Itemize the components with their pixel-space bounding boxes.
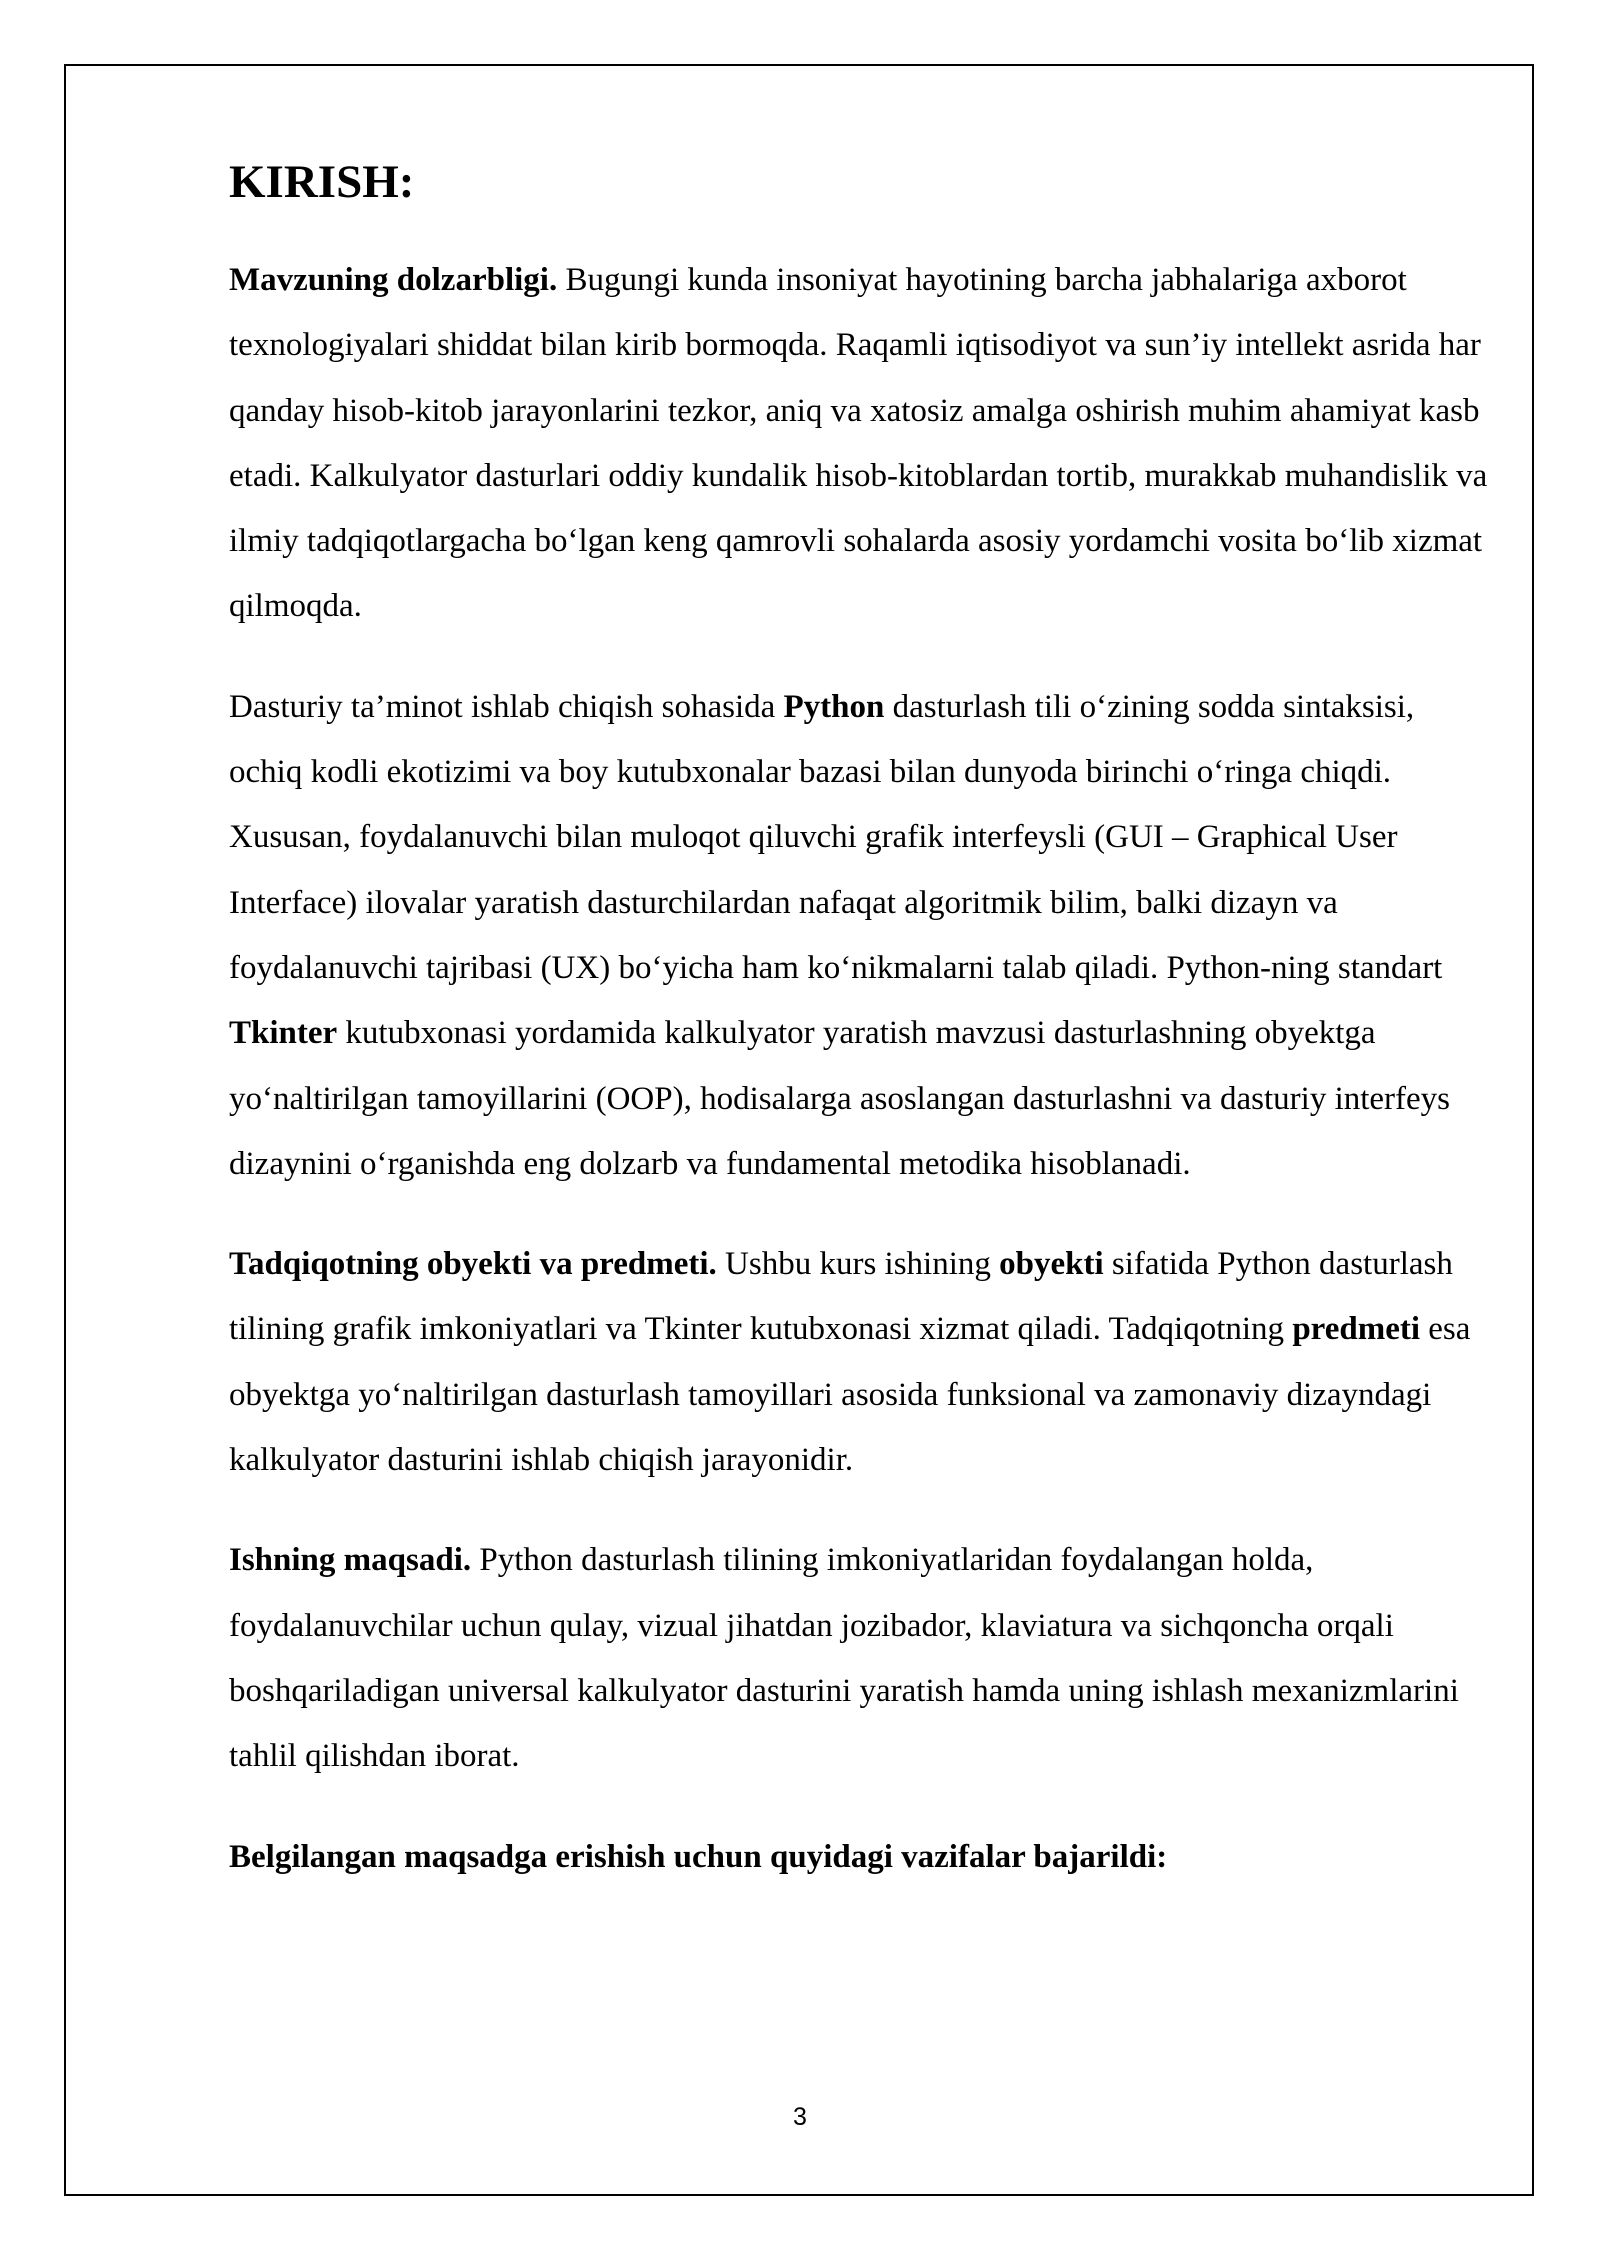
paragraph-goal [229, 1528, 1491, 1789]
paragraph-text: Bugungi kunda insoniyat hayotining barcha jabhalariga axborot texnologiyalari shiddat bilan kirib bormoqda. Raqamli iqtisodiyot va sun’iy intellekt asrida har qanday hisob-kitob jarayonlarini tezkor, aniq va xatosiz amalga oshirish muhim ahamiyat kasb etadi. Kalkulyator dasturlari oddiy kundalik hisob-kitoblardan tortib, murakkab muhandislik va ilmiy tadqiqotlargacha bo‘lgan keng qamrovli sohalarda asosiy yordamchi vosita bo‘lib xizmat qilmoqda. [229, 262, 1488, 625]
paragraph-text: Ushbu kurs ishining [716, 1246, 1000, 1283]
bold-term-subject: predmeti [1292, 1311, 1421, 1348]
paragraph-text: esa obyektga yo‘naltirilgan dasturlash tamoyillari asosida funksional va zamonaviy dizayndagi kalkulyator dasturini ishlab chiqish jarayonidir. [229, 1311, 1471, 1479]
paragraph-text: Dasturiy ta’minot ishlab chiqish sohasida [229, 688, 784, 725]
bold-term-tkinter: Tkinter [229, 1015, 338, 1052]
document-body [229, 150, 1491, 1925]
paragraph-tasks-intro [229, 1825, 1491, 1890]
paragraph-lead: Belgilangan maqsadga erishish uchun quyidagi vazifalar bajarildi: [229, 1838, 1168, 1875]
paragraph-text: sifatida Python dasturlash tilining grafik imkoniyatlari va Tkinter kutubxonasi xizmat qiladi. Tadqiqotning [229, 1246, 1453, 1348]
page-number: 3 [793, 2103, 807, 2131]
paragraph-lead: Mavzuning dolzarbligi. [229, 262, 558, 298]
bold-term-python: Python [783, 688, 885, 725]
paragraph-lead: Ishning maqsadi. [229, 1542, 472, 1579]
paragraph-relevance [229, 248, 1491, 640]
paragraph-text: dasturlash tili o‘zining sodda sintaksisi, ochiq kodli ekotizimi va boy kutubxonalar bazasi bilan dunyoda birinchi o‘ringa chiqdi. Xususan, foydalanuvchi bilan muloqot qiluvchi grafik interfeysli (GUI – Graphical User Interface) ilovalar yaratish dasturchilardan nafaqat algoritmik bilim, balki dizayn va foydalanuvchi tajribasi (UX) bo‘yicha ham ko‘nikmalarni talab qiladi. Python-ning standart [229, 688, 1443, 986]
paragraph-python [229, 675, 1491, 1197]
bold-term-object: obyekti [999, 1246, 1104, 1283]
paragraph-text: Python dasturlash tilining imkoniyatlaridan foydalangan holda, foydalanuvchilar uchun qulay, vizual jihatdan jozibador, klaviatura va sichqoncha orqali boshqariladigan universal kalkulyator dasturini yaratish hamda uning ishlash mexanizmlarini tahlil qilishdan iborat. [229, 1542, 1459, 1775]
section-heading: KIRISH: [229, 156, 415, 208]
paragraph-lead: Tadqiqotning obyekti va predmeti. [229, 1246, 717, 1283]
paragraph-object-subject [229, 1232, 1491, 1493]
paragraph-text: kutubxonasi yordamida kalkulyator yaratish mavzusi dasturlashning obyektga yo‘naltirilgan tamoyillarini (OOP), hodisalarga asoslangan dasturlashni va dasturiy interfeys dizaynini o‘rganishda eng dolzarb va fundamental metodika hisoblanadi. [229, 1015, 1451, 1182]
